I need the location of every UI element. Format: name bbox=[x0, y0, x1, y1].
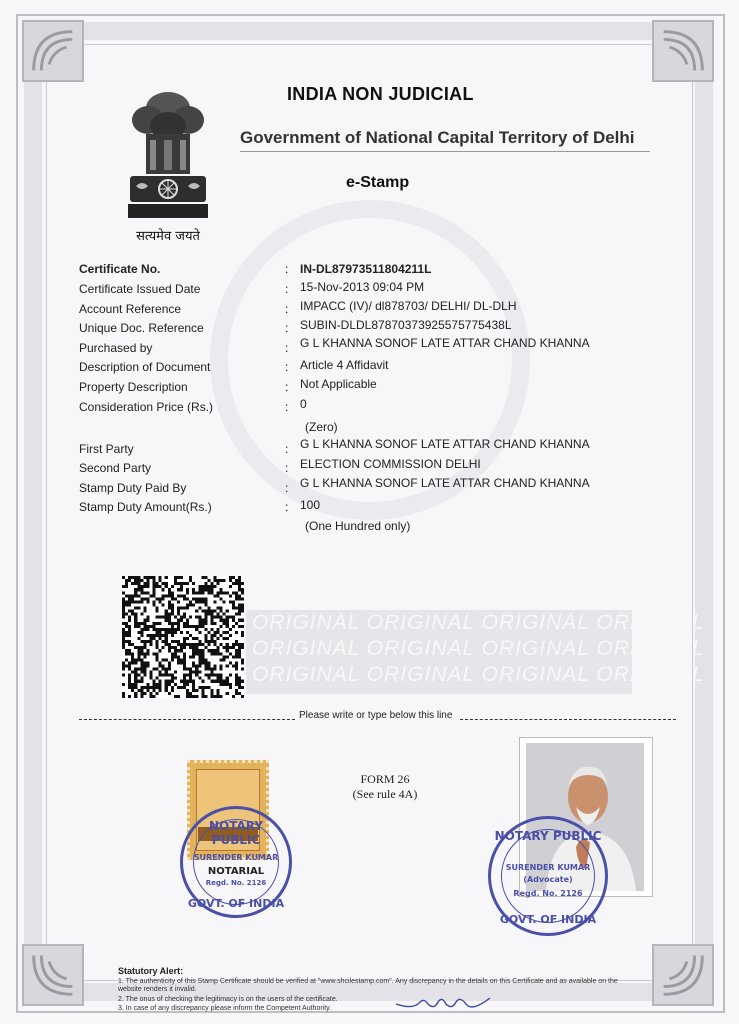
colon: : bbox=[285, 262, 289, 276]
notary-seal-left bbox=[180, 806, 292, 918]
field-value-property-description: Not Applicable bbox=[300, 377, 377, 391]
government-name: Government of National Capital Territory of Delhi bbox=[240, 128, 635, 147]
statutory-alert-item: 2. The onus of checking the legitimacy is on the users of the certificate. bbox=[118, 996, 338, 1003]
seal-regd-text: Regd. No. 2126 bbox=[513, 889, 583, 898]
statutory-alert-item: 3. In case of any discrepancy please inform the Competent Authority. bbox=[118, 1005, 332, 1012]
field-label-first-party: First Party bbox=[79, 442, 134, 456]
qr-code bbox=[122, 576, 244, 698]
colon: : bbox=[285, 302, 289, 316]
field-value-stamp-duty-amount: 100 bbox=[300, 498, 321, 512]
corner-ornament bbox=[652, 20, 714, 82]
field-label-consideration-price: Consideration Price (Rs.) bbox=[79, 400, 214, 414]
divider bbox=[240, 151, 650, 152]
field-label-issued-date: Certificate Issued Date bbox=[79, 282, 201, 296]
document-title: INDIA NON JUDICIAL bbox=[287, 84, 474, 104]
seal-regd-text: Regd. No. 2126 bbox=[205, 879, 267, 887]
form-name: FORM 26 bbox=[360, 772, 410, 786]
field-value-second-party: ELECTION COMMISSION DELHI bbox=[300, 457, 481, 471]
colon: : bbox=[285, 481, 289, 495]
field-label-property-description: Property Description bbox=[79, 380, 188, 394]
colon: : bbox=[285, 400, 289, 414]
seal-name-text: SURENDER KUMAR bbox=[193, 853, 279, 862]
colon: : bbox=[285, 500, 289, 514]
seal-bottom-text: GOVT. OF INDIA bbox=[499, 913, 597, 926]
seal-name-text: SURENDER KUMAR bbox=[505, 863, 591, 872]
seal-top-text: NOTARY PUBLIC bbox=[494, 829, 602, 843]
corner-ornament bbox=[22, 944, 84, 1006]
field-label-description-of-document: Description of Document bbox=[79, 360, 211, 374]
stamp-type: e-Stamp bbox=[346, 174, 410, 191]
statutory-alert-item: 1. The authenticity of this Stamp Certificate should be verified at "www.shcilestamp.com". Any discrepancy in the details on this Certificate and as available on the website renders it invalid. bbox=[118, 978, 618, 993]
field-label-certificate-no: Certificate No. bbox=[79, 262, 161, 276]
seal-bottom-text: GOVT. OF INDIA bbox=[187, 897, 285, 910]
colon: : bbox=[285, 360, 289, 374]
field-value-account-reference: IMPACC (IV)/ dl878703/ DELHI/ DL-DLH bbox=[300, 299, 517, 313]
field-value-first-party: G L KHANNA SONOF LATE ATTAR CHAND KHANNA bbox=[300, 437, 590, 451]
colon: : bbox=[285, 282, 289, 296]
field-label-stamp-duty-paid-by: Stamp Duty Paid By bbox=[79, 481, 187, 495]
field-value-certificate-no: IN-DL87973511804211L bbox=[300, 262, 432, 276]
field-value-stamp-duty-paid-by: G L KHANNA SONOF LATE ATTAR CHAND KHANNA bbox=[300, 476, 590, 490]
colon: : bbox=[285, 442, 289, 456]
corner-ornament bbox=[22, 20, 84, 82]
seal-top-text: NOTARY PUBLIC bbox=[208, 819, 264, 847]
colon: : bbox=[285, 341, 289, 355]
form-reference bbox=[340, 772, 430, 802]
banner-text: ORIGINAL ORIGINAL ORIGINAL ORIGINAL bbox=[252, 663, 705, 686]
write-line-left bbox=[79, 719, 295, 720]
field-value-purchased-by: G L KHANNA SONOF LATE ATTAR CHAND KHANNA bbox=[300, 336, 590, 350]
notary-seal-right bbox=[488, 816, 608, 936]
field-value-consideration-price: 0 bbox=[300, 397, 307, 411]
field-value-consideration-words: (Zero) bbox=[305, 420, 338, 434]
field-value-stamp-duty-words: (One Hundred only) bbox=[305, 519, 411, 533]
statutory-alert-heading: Statutory Alert: bbox=[118, 966, 184, 976]
corner-ornament bbox=[652, 944, 714, 1006]
field-value-description-of-document: Article 4 Affidavit bbox=[300, 358, 389, 372]
handwritten-signature bbox=[394, 990, 494, 1014]
field-label-second-party: Second Party bbox=[79, 461, 152, 475]
field-value-unique-doc-reference: SUBIN-DLDL87870373925575775438L bbox=[300, 318, 512, 332]
emblem-motto: सत्यमेव जयते bbox=[136, 229, 200, 244]
colon: : bbox=[285, 461, 289, 475]
form-rule: (See rule 4A) bbox=[352, 787, 418, 801]
field-label-unique-doc-reference: Unique Doc. Reference bbox=[79, 321, 204, 335]
write-line-right bbox=[460, 719, 676, 720]
national-emblem-icon bbox=[118, 86, 218, 222]
seal-sub-text: (Advocate) bbox=[523, 875, 573, 884]
write-below-notice: Please write or type below this line bbox=[299, 710, 453, 721]
seal-notarial-text: NOTARIAL bbox=[207, 866, 265, 877]
colon: : bbox=[285, 380, 289, 394]
field-label-account-reference: Account Reference bbox=[79, 302, 182, 316]
field-label-stamp-duty-amount: Stamp Duty Amount(Rs.) bbox=[79, 500, 212, 514]
original-watermark-banner bbox=[246, 610, 705, 694]
field-value-issued-date: 15-Nov-2013 09:04 PM bbox=[300, 280, 425, 294]
colon: : bbox=[285, 321, 289, 335]
field-label-purchased-by: Purchased by bbox=[79, 341, 153, 355]
banner-text: ORIGINAL ORIGINAL ORIGINAL ORIGINAL bbox=[252, 637, 705, 660]
banner-text: ORIGINAL ORIGINAL ORIGINAL ORIGINAL bbox=[252, 611, 705, 634]
